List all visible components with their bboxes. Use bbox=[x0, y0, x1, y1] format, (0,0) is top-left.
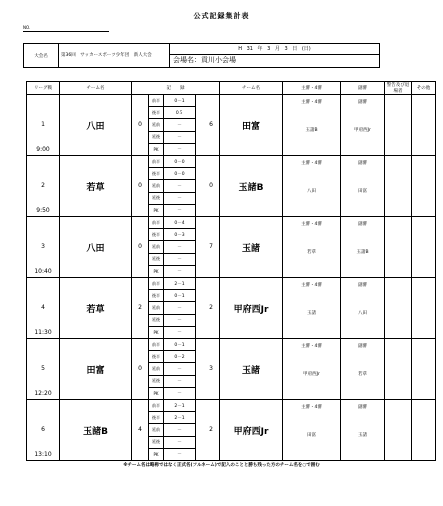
match-row bbox=[27, 95, 436, 156]
match-row bbox=[27, 339, 436, 400]
period-row bbox=[148, 228, 196, 240]
referee-sub-team: 玉諸 bbox=[358, 433, 367, 438]
team-a-name: 八田 bbox=[60, 217, 132, 278]
referee-sub-label: 副審 bbox=[358, 222, 367, 227]
record-cell bbox=[132, 400, 220, 461]
period-row bbox=[148, 217, 196, 228]
referee-main-team: 八田 bbox=[307, 189, 316, 194]
team-b-total: 6 bbox=[209, 121, 213, 128]
team-a-total: 4 bbox=[138, 426, 142, 433]
period-label: 前半 bbox=[148, 278, 164, 289]
period-row bbox=[148, 143, 196, 155]
referee-sub-team: 若草 bbox=[358, 372, 367, 377]
referee-sub-team: 玉諸B bbox=[356, 250, 369, 255]
col-team2: チーム名 bbox=[220, 82, 283, 95]
referee-sub-cell bbox=[341, 95, 385, 156]
referee-sub-label: 副審 bbox=[358, 100, 367, 105]
period-score: － bbox=[164, 193, 196, 204]
period-score: － bbox=[164, 119, 196, 130]
period-label: PK bbox=[148, 266, 164, 277]
team-b-name: 田富 bbox=[220, 95, 283, 156]
team-b-name: 甲府西Jr bbox=[220, 278, 283, 339]
other-cell bbox=[412, 278, 436, 339]
period-score: 0－1 bbox=[164, 339, 196, 350]
document-number-field: NO. bbox=[23, 23, 109, 32]
period-label: 延前 bbox=[148, 119, 164, 130]
team-a-name: 玉諸B bbox=[60, 400, 132, 461]
period-label: 前半 bbox=[148, 156, 164, 167]
league-cell bbox=[27, 400, 60, 461]
period-label: PK bbox=[148, 327, 164, 338]
period-row bbox=[148, 411, 196, 423]
warnings-cell bbox=[385, 95, 412, 156]
league-cell bbox=[27, 278, 60, 339]
referee-main-team: 玉諸 bbox=[307, 311, 316, 316]
period-score: － bbox=[164, 205, 196, 216]
period-score: － bbox=[164, 132, 196, 143]
match-number: 5 bbox=[41, 365, 45, 372]
tournament-info-box bbox=[23, 43, 380, 68]
referee-sub-label: 副審 bbox=[358, 161, 367, 166]
venue-name: 会場名：貢川小会場 bbox=[173, 56, 236, 64]
period-row bbox=[148, 204, 196, 216]
col-referee-sub: 副審 bbox=[341, 82, 385, 95]
period-label: 延前 bbox=[148, 241, 164, 252]
referee-sub-cell bbox=[341, 217, 385, 278]
results-table bbox=[26, 81, 436, 461]
team-a-total: 0 bbox=[138, 365, 142, 372]
team-a-name: 田富 bbox=[60, 339, 132, 400]
period-breakdown bbox=[148, 156, 196, 216]
period-row bbox=[148, 156, 196, 167]
period-score: － bbox=[164, 327, 196, 338]
referee-main-label: 主審・4審 bbox=[301, 283, 322, 288]
period-score: － bbox=[164, 424, 196, 435]
other-cell bbox=[412, 400, 436, 461]
period-score: － bbox=[164, 363, 196, 374]
team-b-name: 玉諸B bbox=[220, 156, 283, 217]
warnings-cell bbox=[385, 278, 412, 339]
period-row bbox=[148, 95, 196, 106]
referee-main-label: 主審・4審 bbox=[301, 344, 322, 349]
match-number: 2 bbox=[41, 182, 45, 189]
referee-sub-cell bbox=[341, 339, 385, 400]
period-score: － bbox=[164, 144, 196, 155]
period-row bbox=[148, 167, 196, 179]
team-a-total: 0 bbox=[138, 243, 142, 250]
kickoff-time: 11:30 bbox=[34, 329, 52, 336]
col-league: リーグ戦 bbox=[27, 82, 60, 95]
other-cell bbox=[412, 217, 436, 278]
period-row bbox=[148, 314, 196, 326]
warnings-cell bbox=[385, 339, 412, 400]
referee-sub-team: 甲府西Jr bbox=[354, 128, 371, 133]
team-b-total: 0 bbox=[209, 182, 213, 189]
period-row bbox=[148, 265, 196, 277]
period-label: 後半 bbox=[148, 229, 164, 240]
match-row bbox=[27, 278, 436, 339]
period-row bbox=[148, 387, 196, 399]
period-score: － bbox=[164, 315, 196, 326]
other-cell bbox=[412, 95, 436, 156]
period-score: 0－1 bbox=[164, 290, 196, 301]
referee-sub-cell bbox=[341, 156, 385, 217]
period-label: 前半 bbox=[148, 400, 164, 411]
team-b-name: 甲府西Jr bbox=[220, 400, 283, 461]
period-label: 後半 bbox=[148, 290, 164, 301]
tournament-name: 第36回 サッカースポーツ少年団 新人大会 bbox=[61, 53, 152, 58]
period-label: 後半 bbox=[148, 168, 164, 179]
league-cell bbox=[27, 156, 60, 217]
period-score: 2－1 bbox=[164, 400, 196, 411]
period-breakdown bbox=[148, 278, 196, 338]
team-b-total: 7 bbox=[209, 243, 213, 250]
team-a-total: 0 bbox=[138, 182, 142, 189]
period-label: 延後 bbox=[148, 376, 164, 387]
record-cell bbox=[132, 156, 220, 217]
period-score: 2－1 bbox=[164, 278, 196, 289]
match-number: 4 bbox=[41, 304, 45, 311]
referee-main-team: 甲府西Jr bbox=[303, 372, 320, 377]
kickoff-time: 12:20 bbox=[34, 390, 52, 397]
period-breakdown bbox=[148, 400, 196, 460]
team-b-name: 玉諸 bbox=[220, 217, 283, 278]
tournament-label: 大会名 bbox=[24, 44, 59, 67]
referee-main-team: 玉諸B bbox=[305, 128, 318, 133]
period-label: 延後 bbox=[148, 132, 164, 143]
match-number: 6 bbox=[41, 426, 45, 433]
league-cell bbox=[27, 217, 60, 278]
period-label: 延前 bbox=[148, 180, 164, 191]
period-label: 後半 bbox=[148, 351, 164, 362]
record-cell bbox=[132, 95, 220, 156]
period-score: 0－1 bbox=[164, 95, 196, 106]
period-score: 0５ bbox=[164, 107, 196, 118]
referee-main-label: 主審・4審 bbox=[301, 100, 322, 105]
period-label: 延前 bbox=[148, 302, 164, 313]
period-label: 延後 bbox=[148, 437, 164, 448]
period-row bbox=[148, 375, 196, 387]
period-row bbox=[148, 436, 196, 448]
referee-main-cell bbox=[283, 400, 341, 461]
referee-sub-cell bbox=[341, 278, 385, 339]
col-record: 記 録 bbox=[132, 82, 220, 95]
referee-main-cell bbox=[283, 339, 341, 400]
match-date: H 31 年 3 月 3 日 (日) bbox=[170, 44, 379, 55]
kickoff-time: 13:10 bbox=[34, 451, 52, 458]
kickoff-time: 9:50 bbox=[36, 207, 50, 214]
period-label: PK bbox=[148, 144, 164, 155]
period-row bbox=[148, 362, 196, 374]
period-score: 0－3 bbox=[164, 229, 196, 240]
referee-sub-label: 副審 bbox=[358, 283, 367, 288]
referee-main-cell bbox=[283, 156, 341, 217]
col-other: その他 bbox=[412, 82, 436, 95]
period-row bbox=[148, 131, 196, 143]
period-score: 0－0 bbox=[164, 168, 196, 179]
period-label: 後半 bbox=[148, 107, 164, 118]
col-referee-main: 主審・4審 bbox=[283, 82, 341, 95]
period-row bbox=[148, 278, 196, 289]
period-label: 前半 bbox=[148, 217, 164, 228]
period-row bbox=[148, 350, 196, 362]
referee-sub-team: 八田 bbox=[358, 311, 367, 316]
period-row bbox=[148, 118, 196, 130]
match-number: 3 bbox=[41, 243, 45, 250]
team-b-total: 2 bbox=[209, 426, 213, 433]
kickoff-time: 10:40 bbox=[34, 268, 52, 275]
period-row bbox=[148, 253, 196, 265]
referee-main-label: 主審・4審 bbox=[301, 222, 322, 227]
match-row bbox=[27, 156, 436, 217]
period-breakdown bbox=[148, 217, 196, 277]
period-score: 2－1 bbox=[164, 412, 196, 423]
period-score: － bbox=[164, 376, 196, 387]
date-venue-box bbox=[169, 44, 379, 67]
period-label: PK bbox=[148, 388, 164, 399]
period-label: 後半 bbox=[148, 412, 164, 423]
match-number: 1 bbox=[41, 121, 45, 128]
period-row bbox=[148, 192, 196, 204]
match-row bbox=[27, 400, 436, 461]
footer-note: ※チーム名は略称ではなく正式名(フルネーム)で記入のことと勝ち残った方のチーム名を○で囲む bbox=[123, 463, 320, 468]
team-b-total: 3 bbox=[209, 365, 213, 372]
referee-sub-cell bbox=[341, 400, 385, 461]
period-label: 前半 bbox=[148, 339, 164, 350]
period-score: － bbox=[164, 449, 196, 460]
referee-main-team: 田富 bbox=[307, 433, 316, 438]
other-cell bbox=[412, 339, 436, 400]
page-title: 公式記録集計表 bbox=[193, 12, 250, 20]
other-cell bbox=[412, 156, 436, 217]
team-a-name: 八田 bbox=[60, 95, 132, 156]
period-label: 延後 bbox=[148, 254, 164, 265]
col-team: チーム名 bbox=[60, 82, 132, 95]
referee-main-cell bbox=[283, 278, 341, 339]
period-score: 0－4 bbox=[164, 217, 196, 228]
period-label: PK bbox=[148, 205, 164, 216]
kickoff-time: 9:00 bbox=[36, 146, 50, 153]
period-label: 延前 bbox=[148, 424, 164, 435]
team-a-name: 若草 bbox=[60, 156, 132, 217]
referee-sub-label: 副審 bbox=[358, 405, 367, 410]
referee-main-team: 若草 bbox=[307, 250, 316, 255]
league-cell bbox=[27, 95, 60, 156]
league-cell bbox=[27, 339, 60, 400]
period-label: 延後 bbox=[148, 193, 164, 204]
period-score: － bbox=[164, 388, 196, 399]
warnings-cell bbox=[385, 156, 412, 217]
team-b-total: 2 bbox=[209, 304, 213, 311]
record-cell bbox=[132, 217, 220, 278]
period-score: － bbox=[164, 302, 196, 313]
col-warnings: 警告及び退場者 bbox=[385, 82, 412, 95]
referee-sub-team: 田富 bbox=[358, 189, 367, 194]
referee-main-label: 主審・4審 bbox=[301, 405, 322, 410]
team-a-total: 0 bbox=[138, 121, 142, 128]
referee-main-label: 主審・4審 bbox=[301, 161, 322, 166]
referee-sub-label: 副審 bbox=[358, 344, 367, 349]
period-score: － bbox=[164, 241, 196, 252]
period-score: － bbox=[164, 266, 196, 277]
period-score: － bbox=[164, 437, 196, 448]
referee-main-cell bbox=[283, 95, 341, 156]
period-label: 延前 bbox=[148, 363, 164, 374]
period-row bbox=[148, 289, 196, 301]
referee-main-cell bbox=[283, 217, 341, 278]
period-score: － bbox=[164, 180, 196, 191]
period-score: － bbox=[164, 254, 196, 265]
period-row bbox=[148, 400, 196, 411]
warnings-cell bbox=[385, 217, 412, 278]
period-row bbox=[148, 423, 196, 435]
period-row bbox=[148, 326, 196, 338]
period-score: 0－2 bbox=[164, 351, 196, 362]
match-row bbox=[27, 217, 436, 278]
team-a-name: 若草 bbox=[60, 278, 132, 339]
table-header-row bbox=[27, 82, 436, 95]
period-label: PK bbox=[148, 449, 164, 460]
period-row bbox=[148, 301, 196, 313]
period-breakdown bbox=[148, 95, 196, 155]
period-row bbox=[148, 240, 196, 252]
period-score: 0－0 bbox=[164, 156, 196, 167]
record-cell bbox=[132, 278, 220, 339]
period-row bbox=[148, 106, 196, 118]
period-label: 前半 bbox=[148, 95, 164, 106]
period-row bbox=[148, 339, 196, 350]
record-cell bbox=[132, 339, 220, 400]
period-breakdown bbox=[148, 339, 196, 399]
team-a-total: 2 bbox=[138, 304, 142, 311]
team-b-name: 玉諸 bbox=[220, 339, 283, 400]
period-row bbox=[148, 179, 196, 191]
period-label: 延後 bbox=[148, 315, 164, 326]
warnings-cell bbox=[385, 400, 412, 461]
period-row bbox=[148, 448, 196, 460]
